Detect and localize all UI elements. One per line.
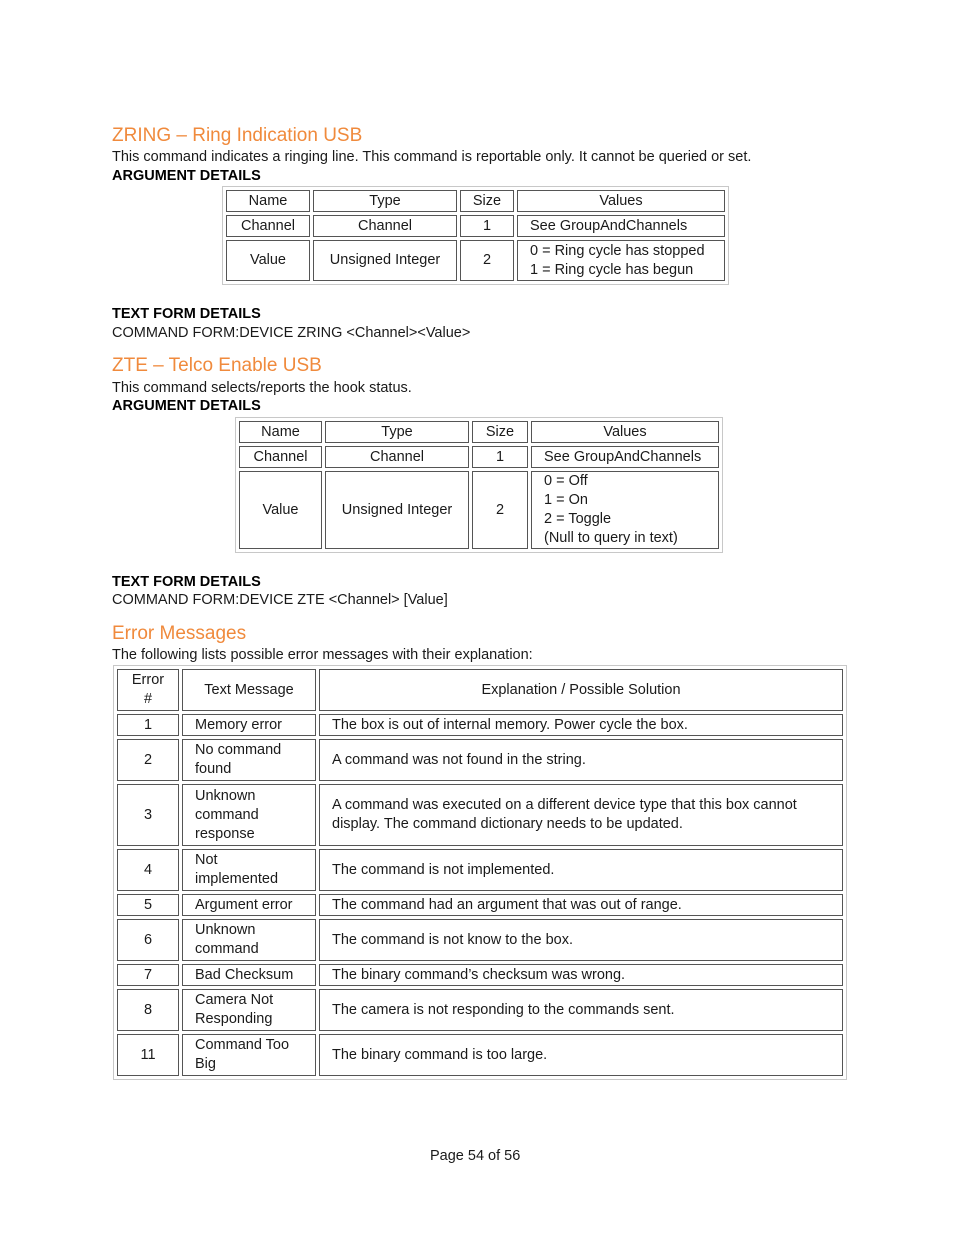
header-cell: Name	[239, 421, 322, 443]
error-number-cell: 3	[117, 784, 179, 846]
text-message-cell: Camera Not Responding	[182, 989, 316, 1031]
size-cell: 1	[472, 446, 528, 468]
header-cell: Size	[460, 190, 514, 212]
zring-argument-label: ARGUMENT DETAILS	[112, 168, 261, 184]
error-number-cell: 2	[117, 739, 179, 781]
text-message-cell: Unknown command	[182, 919, 316, 961]
text-message-cell: Argument error	[182, 894, 316, 916]
table-header-row	[117, 669, 843, 711]
table-row	[117, 849, 843, 891]
header-cell: Name	[226, 190, 310, 212]
error-number-cell: 5	[117, 894, 179, 916]
error-number-cell: 11	[117, 1034, 179, 1076]
table-row	[239, 446, 719, 468]
explanation-cell: The box is out of internal memory. Power cycle the box.	[319, 714, 843, 736]
size-cell: 2	[472, 471, 528, 549]
table-row	[117, 714, 843, 736]
text-message-cell: Not implemented	[182, 849, 316, 891]
text-message-cell: Command Too Big	[182, 1034, 316, 1076]
zring-text-form-label: TEXT FORM DETAILS	[112, 306, 261, 322]
errors-heading: Error Messages	[112, 623, 247, 644]
type-cell: Unsigned Integer	[313, 240, 457, 281]
type-cell: Channel	[325, 446, 469, 468]
zte-text-form: COMMAND FORM:DEVICE ZTE <Channel> [Value]	[112, 592, 448, 608]
error-number-cell: 1	[117, 714, 179, 736]
error-number-cell: 4	[117, 849, 179, 891]
name-cell: Channel	[226, 215, 310, 237]
table-row	[117, 1034, 843, 1076]
table-row	[226, 215, 725, 237]
error-messages-table	[113, 665, 847, 1080]
table-row	[117, 919, 843, 961]
header-cell: Values	[531, 421, 719, 443]
zte-description: This command selects/reports the hook status.	[112, 380, 412, 396]
header-cell: Values	[517, 190, 725, 212]
table-row	[117, 964, 843, 986]
table-row	[117, 739, 843, 781]
name-cell: Channel	[239, 446, 322, 468]
table-row	[226, 240, 725, 281]
values-cell: See GroupAndChannels	[517, 215, 725, 237]
header-cell: Type	[325, 421, 469, 443]
explanation-cell: The command had an argument that was out of range.	[319, 894, 843, 916]
error-number-cell: 7	[117, 964, 179, 986]
zte-text-form-label: TEXT FORM DETAILS	[112, 574, 261, 590]
explanation-cell: The camera is not responding to the commands sent.	[319, 989, 843, 1031]
values-cell: 0 = Off 1 = On 2 = Toggle (Null to query in text)	[531, 471, 719, 549]
header-cell-explanation: Explanation / Possible Solution	[319, 669, 843, 711]
error-number-cell: 8	[117, 989, 179, 1031]
text-message-cell: Unknown command response	[182, 784, 316, 846]
name-cell: Value	[239, 471, 322, 549]
header-cell-text-message: Text Message	[182, 669, 316, 711]
zte-argument-label: ARGUMENT DETAILS	[112, 398, 261, 414]
zring-heading: ZRING – Ring Indication USB	[112, 125, 363, 146]
zring-description: This command indicates a ringing line. This command is reportable only. It cannot be queried or set.	[112, 149, 752, 165]
page-number: Page 54 of 56	[430, 1148, 521, 1164]
errors-description: The following lists possible error messages with their explanation:	[112, 647, 533, 663]
table-row	[239, 471, 719, 549]
size-cell: 1	[460, 215, 514, 237]
explanation-cell: The command is not know to the box.	[319, 919, 843, 961]
table-row	[117, 894, 843, 916]
zring-text-form: COMMAND FORM:DEVICE ZRING <Channel><Value>	[112, 325, 471, 341]
header-cell-error-number: Error #	[117, 669, 179, 711]
table-row	[117, 784, 843, 846]
zte-argument-table	[235, 417, 723, 553]
explanation-cell: The binary command is too large.	[319, 1034, 843, 1076]
text-message-cell: No command found	[182, 739, 316, 781]
explanation-cell: A command was not found in the string.	[319, 739, 843, 781]
table-row	[117, 989, 843, 1031]
table-header-row	[226, 190, 725, 212]
name-cell: Value	[226, 240, 310, 281]
zte-heading: ZTE – Telco Enable USB	[112, 355, 322, 376]
values-cell: 0 = Ring cycle has stopped 1 = Ring cycle has begun	[517, 240, 725, 281]
type-cell: Unsigned Integer	[325, 471, 469, 549]
error-number-cell: 6	[117, 919, 179, 961]
explanation-cell: The binary command’s checksum was wrong.	[319, 964, 843, 986]
zring-argument-table	[222, 186, 729, 285]
values-cell: See GroupAndChannels	[531, 446, 719, 468]
size-cell: 2	[460, 240, 514, 281]
header-cell: Type	[313, 190, 457, 212]
header-cell: Size	[472, 421, 528, 443]
text-message-cell: Memory error	[182, 714, 316, 736]
explanation-cell: A command was executed on a different device type that this box cannot display. The command dictionary needs to be updated.	[319, 784, 843, 846]
table-header-row	[239, 421, 719, 443]
explanation-cell: The command is not implemented.	[319, 849, 843, 891]
text-message-cell: Bad Checksum	[182, 964, 316, 986]
type-cell: Channel	[313, 215, 457, 237]
